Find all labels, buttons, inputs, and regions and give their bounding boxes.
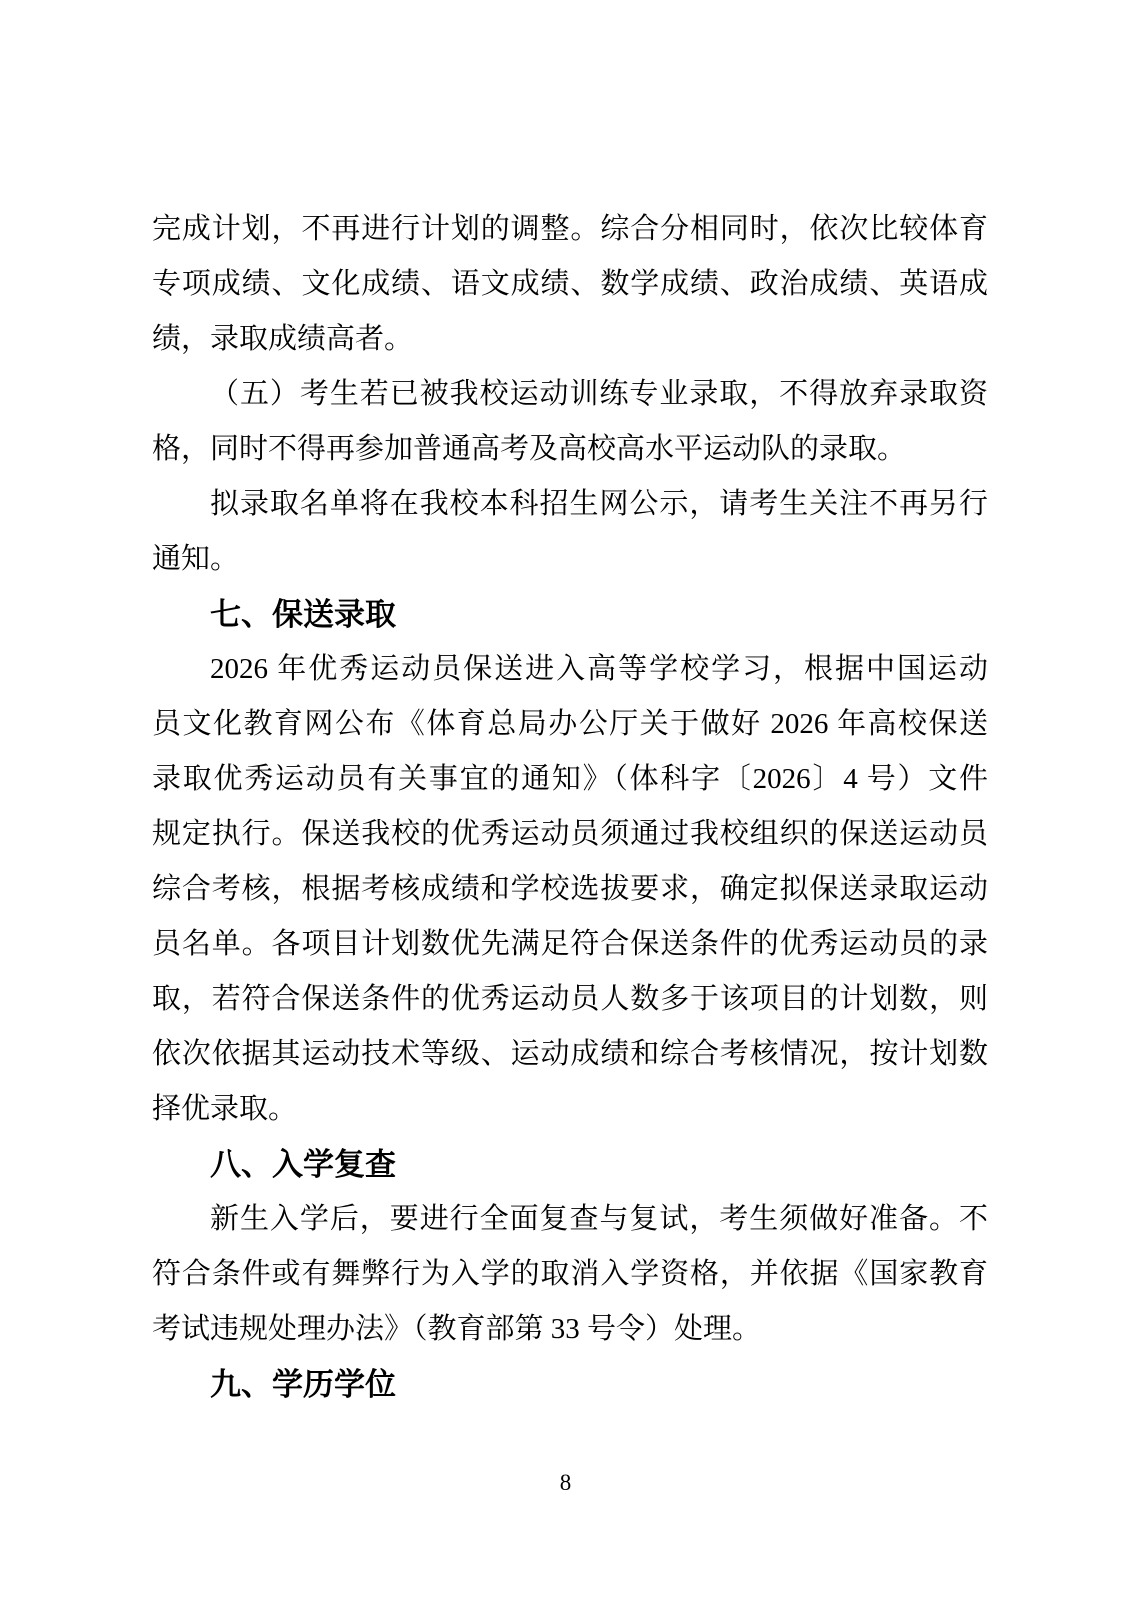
- text-block: [152, 202, 988, 1412]
- text-line: 员名单。各项目计划数优先满足符合保送条件的优秀运动员的录: [152, 928, 988, 960]
- text-line: 新生入学后，要进行全面复查与复试，考生须做好准备。不: [210, 1203, 988, 1235]
- text-line: 录取优秀运动员有关事宜的通知》（体科字〔2026〕4 号）文件: [152, 763, 988, 795]
- section-heading: 七、保送录取: [210, 597, 396, 632]
- text-line: 通知。: [152, 543, 240, 575]
- page-number: 8: [559, 1470, 572, 1495]
- text-line: 绩，录取成绩高者。: [152, 323, 414, 355]
- text-line: 依次依据其运动技术等级、运动成绩和综合考核情况，按计划数: [152, 1038, 988, 1070]
- text-line: 规定执行。保送我校的优秀运动员须通过我校组织的保送运动员: [152, 818, 988, 850]
- text-line: 拟录取名单将在我校本科招生网公示，请考生关注不再另行: [210, 488, 988, 520]
- text-line: 择优录取。: [152, 1093, 298, 1125]
- text-line: 考试违规处理办法》（教育部第 33 号令）处理。: [152, 1313, 762, 1345]
- text-line: 取，若符合保送条件的优秀运动员人数多于该项目的计划数，则: [152, 983, 988, 1015]
- text-line: 格，同时不得再参加普通高考及高校高水平运动队的录取。: [152, 433, 907, 465]
- text-line: 员文化教育网公布《体育总局办公厅关于做好 2026 年高校保送: [152, 708, 988, 740]
- section-heading: 九、学历学位: [210, 1367, 396, 1402]
- text-line: 符合条件或有舞弊行为入学的取消入学资格，并依据《国家教育: [152, 1258, 988, 1290]
- text-line: 综合考核，根据考核成绩和学校选拔要求，确定拟保送录取运动: [152, 873, 988, 905]
- text-line: 专项成绩、文化成绩、语文成绩、数学成绩、政治成绩、英语成: [152, 268, 988, 300]
- text-line: 完成计划，不再进行计划的调整。综合分相同时，依次比较体育: [152, 213, 988, 245]
- text-line: （五）考生若已被我校运动训练专业录取，不得放弃录取资: [210, 378, 988, 410]
- section-heading: 八、入学复查: [210, 1147, 396, 1182]
- text-line: 2026 年优秀运动员保送进入高等学校学习，根据中国运动: [210, 653, 988, 685]
